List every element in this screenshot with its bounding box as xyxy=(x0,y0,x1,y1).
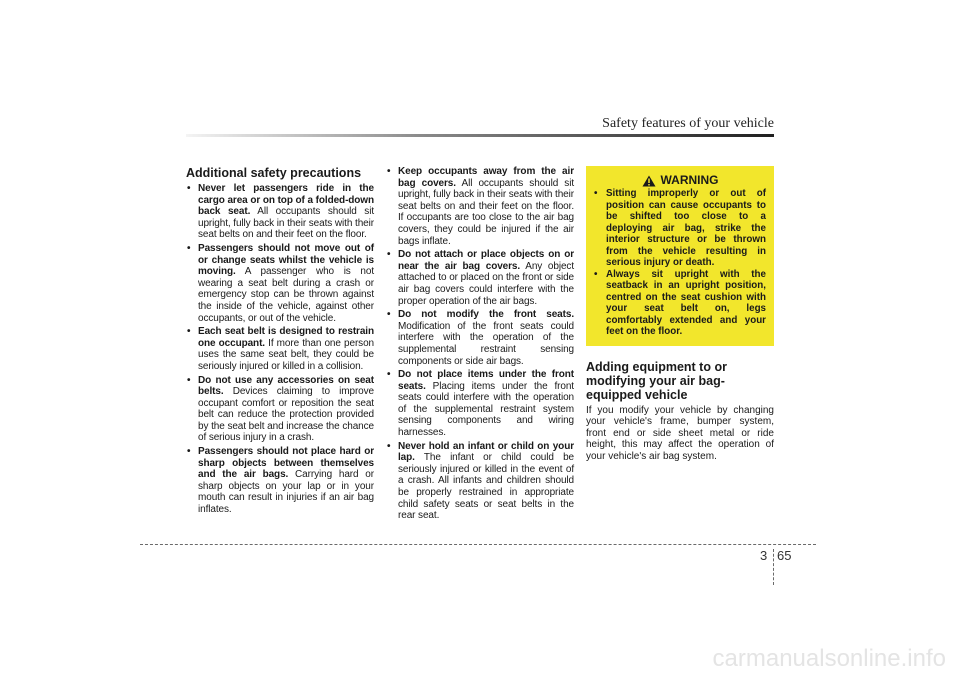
bullet-icon: • xyxy=(187,183,191,194)
list-item-text: All occupants should sit upright, fully back in their seats with their seat belts on and their feet on the floor. xyxy=(198,206,374,241)
page-header-title: Safety features of your vehicle xyxy=(602,116,774,131)
list-item-bold: Never hold an infant or child on your lap. xyxy=(398,440,574,464)
list-item xyxy=(186,326,374,372)
list-item xyxy=(186,183,374,241)
list-item-text: Placing items under the front seats could interfere with the operation of the supplemental restraint system sensing components and wiring harnesses. xyxy=(398,380,574,439)
bullet-icon: • xyxy=(187,374,191,386)
column-left xyxy=(186,166,374,518)
warning-list xyxy=(594,188,766,338)
chapter-number: 3 xyxy=(760,548,768,563)
footer-vertical-divider xyxy=(773,549,774,585)
bullet-icon: • xyxy=(594,268,598,280)
column-middle xyxy=(386,166,574,524)
list-item xyxy=(386,369,574,439)
list-item-text: Modification of the front seats could interfere with the operation of the supplemental restraint sensing components or side air bags. xyxy=(398,320,574,367)
warning-item-text: Sitting improperly or out of position can cause occupants to be shifted too close to a deploying air bag, strike the interior structure or be thrown from the vehicle resulting in serious injury or death. xyxy=(606,188,766,268)
list-item-text: All occupants should sit upright, fully back in their seats with their seat belts on and their feet on the floor. If occupants are too close to the air bag covers, they could be injured if the air bags inflate. xyxy=(398,177,574,247)
bullet-icon: • xyxy=(387,249,391,261)
warning-item-text: Always sit upright with the seatback in an upright position, centred on the seat cushion with your seat belt on, legs comfortably extended and your feet on the floor. xyxy=(606,268,766,337)
list-item-text: A passenger who is not wearing a seat belt during a crash or emergency stop can be thrown against the inside of the vehicle, against other occupants, or out of the vehicle. xyxy=(198,266,374,324)
list-item-bold: Keep occupants away from the air bag covers. xyxy=(398,166,574,189)
list-item-text: If more than one person uses the same seat belt, they could be seriously injured or killed in a collision. xyxy=(198,337,375,372)
header-divider xyxy=(186,134,774,137)
list-item xyxy=(386,249,574,307)
list-item-bold: Passengers should not place hard or sharp objects between themselves and the air bags. xyxy=(198,446,374,481)
list-item-bold: Passengers should not move out of or change seats whilst the vehicle is moving. xyxy=(198,242,374,278)
bullet-icon: • xyxy=(187,242,191,254)
list-item-bold: Do not place items under the front seats. xyxy=(398,369,574,392)
list-item-bold: Never let passengers ride in the cargo area or on top of a folded-down back seat. xyxy=(198,183,374,218)
footer-divider xyxy=(140,544,816,545)
list-item xyxy=(386,309,574,367)
list-item xyxy=(186,243,374,324)
bullet-icon: • xyxy=(187,326,191,338)
list-item xyxy=(186,375,374,445)
warning-triangle-icon xyxy=(642,175,656,187)
list-item-bold: Do not modify the front seats. xyxy=(398,309,574,321)
section-title-additional-precautions: Additional safety precautions xyxy=(186,166,362,180)
list-item-bold: Do not use any accessories on seat belts. xyxy=(198,374,374,398)
bullet-icon: • xyxy=(387,369,391,381)
warning-item xyxy=(594,269,766,338)
list-item-text: Carrying hard or sharp objects on your lap or in your mouth can result in injuries if an air bag inflates. xyxy=(198,469,374,516)
list-item-bold: Do not attach or place objects on or near the air bag covers. xyxy=(398,249,574,272)
bullet-icon: • xyxy=(594,188,598,199)
section-paragraph: If you modify your vehicle by changing your vehicle's frame, bumper system, front end or side sheet metal or ride height, this may affect the operation of your vehicle's air bag system. xyxy=(586,404,774,462)
warning-title: WARNING xyxy=(660,173,719,188)
bullet-icon: • xyxy=(387,309,391,321)
list-item-bold: Each seat belt is designed to restrain one occupant. xyxy=(198,326,374,349)
precautions-list xyxy=(186,183,374,516)
list-item xyxy=(386,166,574,247)
bullet-icon: • xyxy=(387,166,391,177)
list-item xyxy=(186,446,374,516)
list-item-text: Any object attached to or placed on the front or side air bag covers could interfere with the proper operation of the air bags. xyxy=(398,260,574,307)
precautions-list-continued xyxy=(386,166,574,522)
bullet-icon: • xyxy=(187,446,191,458)
warning-item xyxy=(594,188,766,269)
warning-header xyxy=(594,175,766,187)
column-right xyxy=(586,166,774,462)
page-number: 65 xyxy=(777,548,792,563)
warning-box xyxy=(586,166,774,346)
list-item-text: Devices claiming to improve occupant comfort or reposition the seat belt can reduce the protection provided by the seat belt and increase the chance of serious injury in a crash. xyxy=(198,386,374,444)
list-item xyxy=(386,441,574,522)
bullet-icon: • xyxy=(387,440,391,452)
section-title-adding-equipment: Adding equipment to or modifying your air bag-equipped vehicle xyxy=(586,359,727,402)
list-item-text: The infant or child could be seriously injured or killed in the event of a crash. All infants and children should be properly restrained in appropriate child safety seats or seat belts in the rear seat. xyxy=(398,452,574,522)
watermark: carmanualsonline.info xyxy=(712,645,946,672)
